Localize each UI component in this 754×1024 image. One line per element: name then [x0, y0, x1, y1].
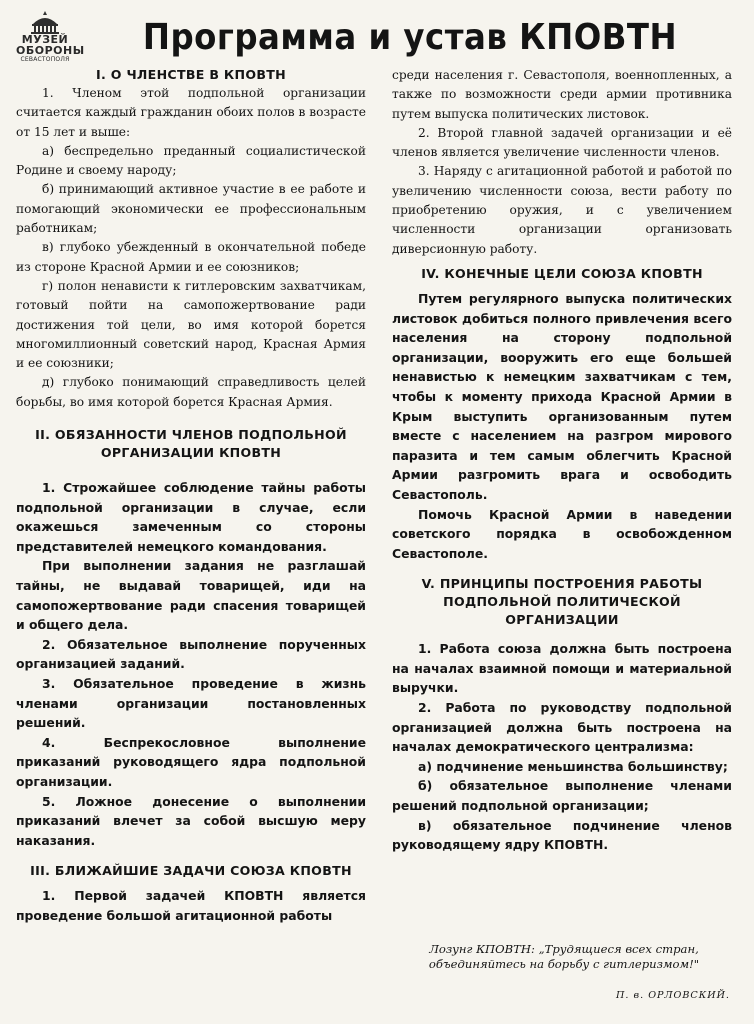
- museum-building-icon: [25, 10, 65, 34]
- section-2-para-2: 2. Обязательное выполнение порученных организацией заданий.: [16, 636, 366, 672]
- section-2-para-1b: При выполнении задания не разглашай тайны, не выдавай товарищей, иди на самопожертвование ради спасения товарищей и общего дела.: [16, 558, 366, 633]
- signature: П. в. ОРЛОВСКИЙ.: [616, 990, 730, 1001]
- right-column: [392, 66, 732, 855]
- section-5-item-v: в) обязательное подчинение членов руководящему ядру КПОВТН.: [392, 817, 732, 853]
- section-5-para-2: 2. Работа по руководству подпольной организацией должна быть построена на началах демократического централизма:: [392, 700, 732, 755]
- section-1-item-b: б) принимающий активное участие в ее работе и помогающий экономически ее профессиональным работникам;: [16, 182, 366, 236]
- section-5-heading: V. ПРИНЦИПЫ ПОСТРОЕНИЯ РАБОТЫ ПОДПОЛЬНОЙ ПОЛИТИЧЕСКОЙ ОРГАНИЗАЦИИ: [421, 576, 703, 628]
- section-5-item-a: а) подчинение меньшинства большинству;: [418, 758, 728, 774]
- section-2-para-1: 1. Строжайшее соблюдение тайны работы подпольной организации в случае, если окажешься замеченным со стороны представителей немецкого командования.: [16, 480, 366, 554]
- logo-line-2: ОБОРОНЫ: [16, 44, 85, 57]
- section-1-para-1: 1. Членом этой подпольной организации считается каждый гражданин обоих полов в возрасте от 15 лет и выше:: [16, 86, 366, 139]
- section-3-para-1-cont: среди населения г. Севастополя, военнопленных, а также по возможности среди армии противника путем выпуска политических листовок.: [392, 68, 732, 121]
- section-2-heading: II. ОБЯЗАННОСТИ ЧЛЕНОВ ПОДПОЛЬНОЙ ОРГАНИЗАЦИИ КПОВТН: [35, 427, 347, 461]
- section-4-para-2: Помочь Красной Армии в наведении советского порядка в освобожденном Севастополе.: [392, 506, 732, 561]
- section-3-para-3: 3. Наряду с агитационной работой и работой по увеличению численности союза, вести работу по приобретению оружия, и с увеличением численности организации организовать диверсионную работу.: [392, 164, 732, 256]
- section-3-heading: III. БЛИЖАЙШИЕ ЗАДАЧИ СОЮЗА КПОВТН: [30, 863, 352, 879]
- logo-line-3: СЕВАСТОПОЛЯ: [20, 56, 70, 63]
- section-4-heading: IV. КОНЕЧНЫЕ ЦЕЛИ СОЮЗА КПОВТН: [421, 265, 703, 281]
- left-column: [16, 66, 366, 926]
- document-title: Программа и устав КПОВТН: [142, 17, 678, 58]
- museum-logo: [16, 10, 85, 64]
- section-4-para-1: Путем регулярного выпуска политических листовок добиться полного привлечения всего населения на сторону подпольной организации, вооружить его еще большей ненавистью к немецким захватчикам с тем, чтобы к моменту прихода Красной Армии в Крым выступить организованным путем вместе с населением на разгром мирового паразита и тем самым облегчить Красной Армии разгромить врага и освободить Севастополь.: [392, 290, 732, 502]
- section-5-para-1: 1. Работа союза должна быть построена на началах взаимной помощи и материальной выручки.: [392, 641, 732, 696]
- section-1-item-d: д) глубоко понимающий справедливость целей борьбы, во имя которой борется Красная Армия.: [16, 375, 366, 409]
- section-5-item-b: б) обязательное выполнение членами решений подпольной организации;: [392, 778, 732, 814]
- section-2-para-3: 3. Обязательное проведение в жизнь членами организации постановленных решений.: [16, 675, 366, 731]
- logo-line-1: МУЗЕЙ: [21, 33, 69, 46]
- section-1-item-g: г) полон ненависти к гитлеровским захватчикам, готовый пойти на самопожертвование ради достижения той цели, во имя которой борется многомиллионный советский народ, Красная Армия и ее союзники;: [16, 278, 366, 371]
- section-1-heading: I. О ЧЛЕНСТВЕ В КПОВТН: [96, 67, 286, 82]
- section-1-item-a: а) беспредельно преданный социалистической Родине и своему народу;: [16, 143, 366, 178]
- section-2-para-5: 5. Ложное донесение о выполнении приказаний влечет за собой высшую меру наказания.: [16, 793, 366, 848]
- section-2-para-4: 4. Беспрекословное выполнение приказаний руководящего ядра подпольной организации.: [16, 734, 366, 789]
- section-3-para-2: 2. Второй главной задачей организации и её членов является увеличение численности членов.: [392, 125, 732, 160]
- slogan: Лозунг КПОВТН: „Трудящиеся всех стран, объединяйтесь на борьбу с гитлеризмом!": [428, 942, 700, 971]
- section-3-para-1: 1. Первой задачей КПОВТН является проведение большой агитационной работы: [16, 888, 366, 923]
- section-1-item-v: в) глубоко убежденный в окончательной победе из стороне Красной Армии и ее союзников;: [16, 240, 366, 274]
